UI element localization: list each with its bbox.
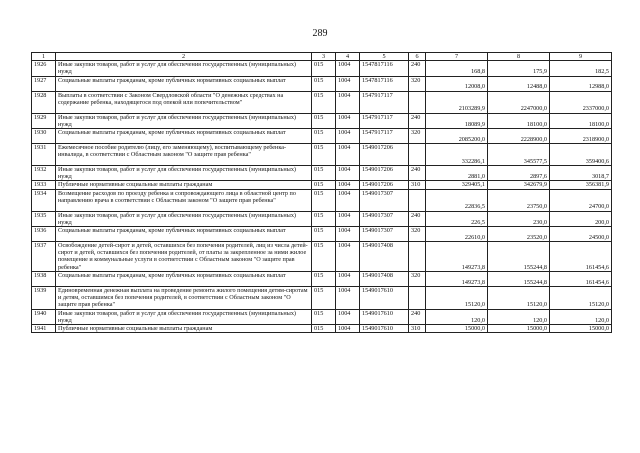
target-article-cell: 1549017307 [360, 227, 409, 242]
target-article-cell: 1549017610 [360, 287, 409, 310]
amount-year1-cell: 120,0 [426, 309, 488, 324]
amount-year2-cell: 12488,0 [488, 76, 550, 91]
ministry-code-cell: 015 [312, 144, 336, 166]
row-description-cell: Ежемесячное пособие родителю (лицу, его заменяющему), воспитывающему ребенка-инвалида, в соответствии с Областным законом "О защите прав ребенка" [56, 144, 312, 166]
row-number-cell: 1933 [32, 181, 56, 189]
expense-type-cell [409, 144, 426, 166]
amount-year1-cell: 2103289,9 [426, 91, 488, 113]
expense-type-cell: 240 [409, 166, 426, 181]
amount-year1-cell: 149273,8 [426, 242, 488, 272]
amount-year1-cell: 168,8 [426, 61, 488, 76]
table-row [32, 309, 612, 324]
target-article-cell: 1547917117 [360, 129, 409, 144]
row-number-cell: 1930 [32, 129, 56, 144]
ministry-code-cell: 015 [312, 309, 336, 324]
target-article-cell: 1547917117 [360, 113, 409, 128]
table-row [32, 227, 612, 242]
amount-year3-cell: 15000,0 [550, 325, 612, 333]
amount-year1-cell: 15120,0 [426, 287, 488, 310]
section-code-cell: 1004 [336, 242, 360, 272]
table-row [32, 189, 612, 211]
ministry-code-cell: 015 [312, 272, 336, 287]
amount-year2-cell: 18100,0 [488, 113, 550, 128]
table-row [32, 91, 612, 113]
ministry-code-cell: 015 [312, 287, 336, 310]
amount-year1-cell: 18089,9 [426, 113, 488, 128]
section-code-cell: 1004 [336, 189, 360, 211]
amount-year1-cell: 22836,5 [426, 189, 488, 211]
ministry-code-cell: 015 [312, 76, 336, 91]
row-number-cell: 1928 [32, 91, 56, 113]
target-article-cell: 1549017206 [360, 166, 409, 181]
table-row [32, 61, 612, 76]
row-description-cell: Иные закупки товаров, работ и услуг для обеспечения государственных (муниципальных) нужд [56, 309, 312, 324]
amount-year1-cell: 332286,1 [426, 144, 488, 166]
row-number-cell: 1939 [32, 287, 56, 310]
row-number-cell: 1940 [32, 309, 56, 324]
header-cell: 6 [409, 53, 426, 61]
table-row [32, 166, 612, 181]
amount-year2-cell: 2897,6 [488, 166, 550, 181]
row-description-cell: Иные закупки товаров, работ и услуг для обеспечения государственных (муниципальных) нужд [56, 211, 312, 226]
header-cell: 5 [360, 53, 409, 61]
ministry-code-cell: 015 [312, 181, 336, 189]
ministry-code-cell: 015 [312, 227, 336, 242]
page-number: 289 [312, 28, 328, 39]
row-description-cell: Публичные нормативные социальные выплаты гражданам [56, 325, 312, 333]
target-article-cell: 1549017610 [360, 309, 409, 324]
row-description-cell: Выплаты в соответствии с Законом Свердловской области "О денежных средствах на содержание ребенка, находящегося под опекой или попечительством" [56, 91, 312, 113]
expense-type-cell [409, 287, 426, 310]
target-article-cell: 1549017408 [360, 272, 409, 287]
section-code-cell: 1004 [336, 272, 360, 287]
amount-year3-cell: 161454,6 [550, 272, 612, 287]
amount-year3-cell: 200,0 [550, 211, 612, 226]
target-article-cell: 1547817116 [360, 76, 409, 91]
amount-year2-cell: 23750,0 [488, 189, 550, 211]
table-row [32, 242, 612, 272]
amount-year2-cell: 155244,8 [488, 272, 550, 287]
section-code-cell: 1004 [336, 227, 360, 242]
row-number-cell: 1927 [32, 76, 56, 91]
table-row [32, 272, 612, 287]
amount-year1-cell: 15000,0 [426, 325, 488, 333]
row-description-cell: Социальные выплаты гражданам, кроме публичных нормативных социальных выплат [56, 129, 312, 144]
row-number-cell: 1934 [32, 189, 56, 211]
amount-year3-cell: 24500,0 [550, 227, 612, 242]
section-code-cell: 1004 [336, 287, 360, 310]
expense-type-cell [409, 242, 426, 272]
table-row [32, 129, 612, 144]
row-description-cell: Иные закупки товаров, работ и услуг для обеспечения государственных (муниципальных) нужд [56, 166, 312, 181]
target-article-cell: 1549017206 [360, 144, 409, 166]
section-code-cell: 1004 [336, 211, 360, 226]
expense-type-cell: 320 [409, 272, 426, 287]
row-description-cell: Социальные выплаты гражданам, кроме публичных нормативных социальных выплат [56, 272, 312, 287]
header-cell: 2 [56, 53, 312, 61]
header-cell: 1 [32, 53, 56, 61]
amount-year3-cell: 359400,6 [550, 144, 612, 166]
table-row [32, 211, 612, 226]
table-row [32, 113, 612, 128]
amount-year2-cell: 120,0 [488, 309, 550, 324]
amount-year3-cell: 3018,7 [550, 166, 612, 181]
expense-type-cell [409, 189, 426, 211]
amount-year1-cell: 2881,0 [426, 166, 488, 181]
amount-year3-cell: 182,5 [550, 61, 612, 76]
row-number-cell: 1937 [32, 242, 56, 272]
target-article-cell: 1549017307 [360, 211, 409, 226]
expense-type-cell: 310 [409, 325, 426, 333]
amount-year3-cell: 18100,0 [550, 113, 612, 128]
section-code-cell: 1004 [336, 76, 360, 91]
row-number-cell: 1936 [32, 227, 56, 242]
amount-year3-cell: 120,0 [550, 309, 612, 324]
row-description-cell: Социальные выплаты гражданам, кроме публичных нормативных социальных выплат [56, 76, 312, 91]
amount-year2-cell: 15120,0 [488, 287, 550, 310]
section-code-cell: 1004 [336, 113, 360, 128]
table-row [32, 287, 612, 310]
row-description-cell: Иные закупки товаров, работ и услуг для обеспечения государственных (муниципальных) нужд [56, 113, 312, 128]
row-description-cell: Единовременная денежная выплата на проведение ремонта жилого помещения детям-сиротам и детям, оставшимся без попечения родителей, в соответствии с Областным законом "О защите прав ребенка" [56, 287, 312, 310]
ministry-code-cell: 015 [312, 189, 336, 211]
amount-year2-cell: 175,9 [488, 61, 550, 76]
amount-year2-cell: 15000,0 [488, 325, 550, 333]
row-description-cell: Иные закупки товаров, работ и услуг для обеспечения государственных (муниципальных) нужд [56, 61, 312, 76]
ministry-code-cell: 015 [312, 113, 336, 128]
target-article-cell: 1549017206 [360, 181, 409, 189]
row-description-cell: Возмещение расходов по проезду ребенка и сопровождающего лица в областной центр по направлению врача в соответствии с Областным законом "О защите прав ребенка" [56, 189, 312, 211]
amount-year3-cell: 356381,9 [550, 181, 612, 189]
section-code-cell: 1004 [336, 129, 360, 144]
expense-type-cell: 310 [409, 181, 426, 189]
table-row [32, 181, 612, 189]
header-cell: 8 [488, 53, 550, 61]
row-number-cell: 1932 [32, 166, 56, 181]
amount-year2-cell: 230,0 [488, 211, 550, 226]
amount-year1-cell: 22610,0 [426, 227, 488, 242]
ministry-code-cell: 015 [312, 242, 336, 272]
row-number-cell: 1938 [32, 272, 56, 287]
ministry-code-cell: 015 [312, 61, 336, 76]
table-row [32, 144, 612, 166]
row-description-cell: Социальные выплаты гражданам, кроме публичных нормативных социальных выплат [56, 227, 312, 242]
row-number-cell: 1941 [32, 325, 56, 333]
expense-type-cell: 240 [409, 113, 426, 128]
section-code-cell: 1004 [336, 181, 360, 189]
expense-type-cell [409, 91, 426, 113]
target-article-cell: 1549017408 [360, 242, 409, 272]
section-code-cell: 1004 [336, 91, 360, 113]
header-cell: 3 [312, 53, 336, 61]
amount-year3-cell: 24700,0 [550, 189, 612, 211]
section-code-cell: 1004 [336, 144, 360, 166]
expense-type-cell: 320 [409, 76, 426, 91]
amount-year3-cell: 2318900,0 [550, 129, 612, 144]
ministry-code-cell: 015 [312, 166, 336, 181]
expense-type-cell: 240 [409, 61, 426, 76]
table-row [32, 325, 612, 333]
amount-year3-cell: 161454,6 [550, 242, 612, 272]
row-description-cell: Публичные нормативные социальные выплаты гражданам [56, 181, 312, 189]
amount-year2-cell: 2247000,0 [488, 91, 550, 113]
amount-year1-cell: 12008,0 [426, 76, 488, 91]
header-cell: 4 [336, 53, 360, 61]
header-cell: 7 [426, 53, 488, 61]
section-code-cell: 1004 [336, 309, 360, 324]
table-header-row [32, 53, 612, 61]
amount-year3-cell: 2337000,0 [550, 91, 612, 113]
amount-year2-cell: 345577,5 [488, 144, 550, 166]
expense-type-cell: 320 [409, 129, 426, 144]
expense-type-cell: 240 [409, 309, 426, 324]
amount-year3-cell: 15120,0 [550, 287, 612, 310]
section-code-cell: 1004 [336, 166, 360, 181]
expense-type-cell: 320 [409, 227, 426, 242]
ministry-code-cell: 015 [312, 211, 336, 226]
ministry-code-cell: 015 [312, 325, 336, 333]
amount-year1-cell: 2085200,0 [426, 129, 488, 144]
expense-type-cell: 240 [409, 211, 426, 226]
amount-year2-cell: 23520,0 [488, 227, 550, 242]
target-article-cell: 1549017307 [360, 189, 409, 211]
target-article-cell: 1547817116 [360, 61, 409, 76]
amount-year2-cell: 342679,9 [488, 181, 550, 189]
row-number-cell: 1931 [32, 144, 56, 166]
amount-year3-cell: 12988,0 [550, 76, 612, 91]
target-article-cell: 1547917117 [360, 91, 409, 113]
row-number-cell: 1935 [32, 211, 56, 226]
amount-year1-cell: 329405,1 [426, 181, 488, 189]
ministry-code-cell: 015 [312, 91, 336, 113]
section-code-cell: 1004 [336, 325, 360, 333]
amount-year2-cell: 2228900,0 [488, 129, 550, 144]
row-number-cell: 1929 [32, 113, 56, 128]
ministry-code-cell: 015 [312, 129, 336, 144]
amount-year2-cell: 155244,8 [488, 242, 550, 272]
amount-year1-cell: 226,5 [426, 211, 488, 226]
row-description-cell: Освобождение детей-сирот и детей, оставшихся без попечения родителей, лиц из числа детей-сирот и детей, оставшихся без попечения родителей, от платы за закрепленное за ними жилое помещение и коммунальные услуги в соответствии с Областным законом "О защите прав ребенка" [56, 242, 312, 272]
header-cell: 9 [550, 53, 612, 61]
table-row [32, 76, 612, 91]
section-code-cell: 1004 [336, 61, 360, 76]
target-article-cell: 1549017610 [360, 325, 409, 333]
row-number-cell: 1926 [32, 61, 56, 76]
amount-year1-cell: 149273,8 [426, 272, 488, 287]
budget-table [31, 52, 612, 333]
